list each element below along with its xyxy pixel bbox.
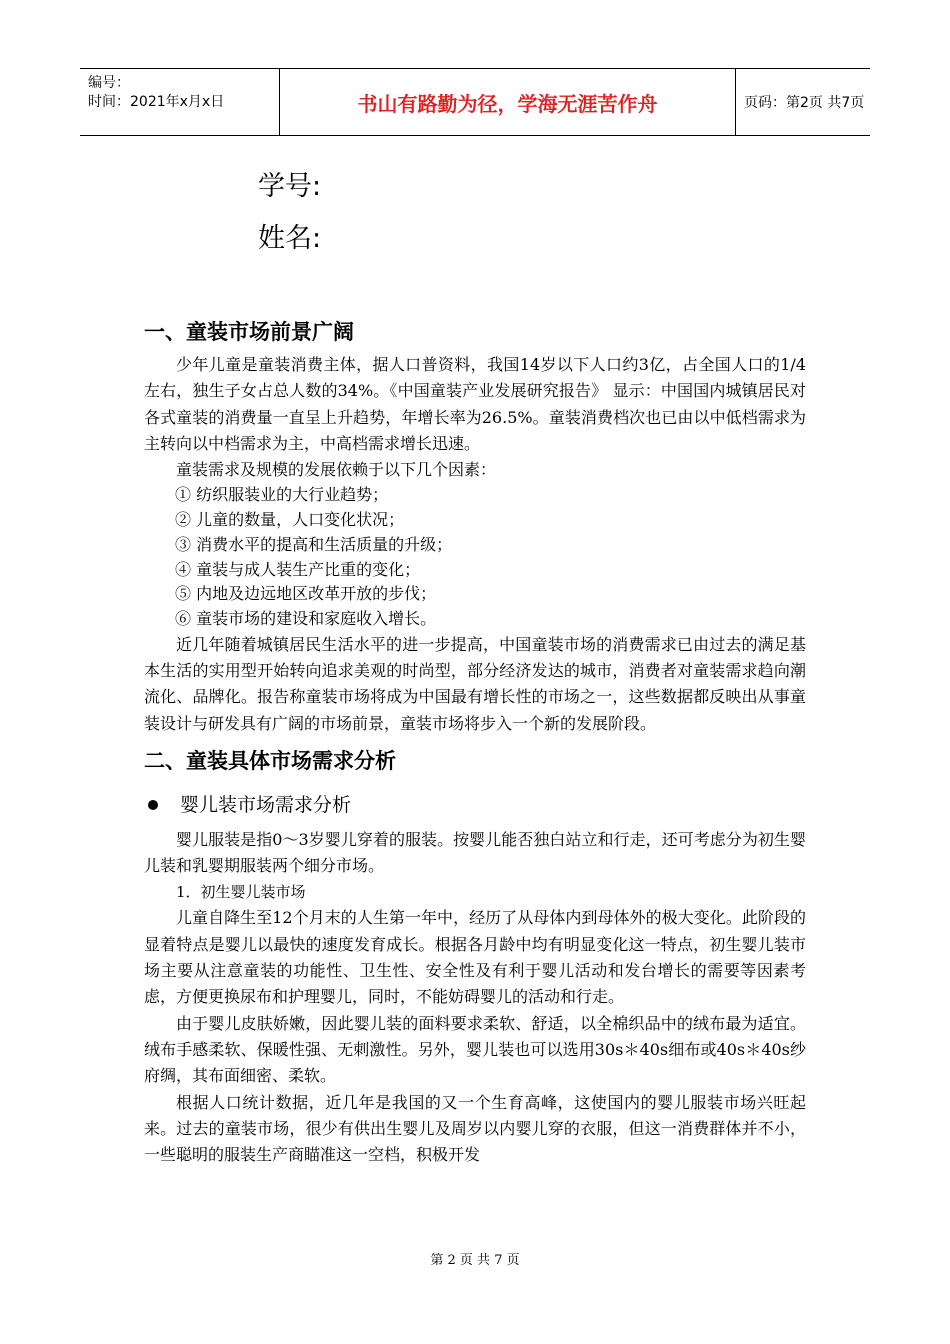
factor-item: ⑤ 内地及边远地区改革开放的步伐；: [175, 584, 437, 604]
section-2-paragraph-4: 根据人口统计数据，近几年是我国的又一个生育高峰，这使国内的婴儿服装市场兴旺起来。过去的童装市场，很少有供出生婴儿及周岁以内婴儿穿的衣服，但这一消费群体并不小，一些聪明的服装生产商瞄准这一空档，积极开发: [144, 1092, 806, 1165]
bullet-heading-text: 婴儿装市场需求分析: [180, 793, 352, 816]
header-page-info: 页码：第2页 共7页: [744, 95, 865, 111]
header-meta: [80, 69, 280, 135]
section-1-paragraph-3: 近几年随着城镇居民生活水平的进一步提高，中国童装市场的消费需求已由过去的满足基本生活的实用型开始转向追求美观的时尚型，部分经济发达的城市，消费者对童装需求趋向潮流化、品牌化。报告称童装市场将成为中国最有增长性的市场之一，这些数据都反映出从事童装设计与研发具有广阔的市场前景，童装市场将步入一个新的发展阶段。: [144, 634, 806, 733]
page-header: [80, 68, 870, 136]
section-2-title: 二、童装具体市场需求分析: [144, 748, 396, 773]
name-label: 姓名:: [258, 223, 322, 254]
section-1-paragraph-2: 童装需求及规模的发展依赖于以下几个因素：: [176, 460, 497, 480]
document-body: [144, 312, 806, 1168]
time-label: 时间：2021年x月x日: [88, 94, 225, 110]
factor-item: ② 儿童的数量，人口变化状况；: [175, 510, 405, 530]
bullet-heading: [144, 785, 806, 825]
header-motto: 书山有路勤为径，学海无涯苦作舟: [280, 69, 736, 135]
factor-item: ⑥ 童装市场的建设和家庭收入增长。: [175, 609, 437, 628]
section-2-paragraph-2: 儿童自降生至12个月末的人生第一年中，经历了从母体内到母体外的极大变化。此阶段的显着特点是婴儿以最快的速度发育成长。根据各月龄中均有明显变化这一特点，初生婴儿装市场主要从注意童装的功能性、卫生性、安全性及有利于婴儿活动和发台增长的需要等因素考虑，方便更换尿布和护理婴儿，同时，不能妨碍婴儿的活动和行走。: [144, 908, 806, 1007]
section-2-paragraph-1: 婴儿服装是指0～3岁婴儿穿着的服装。按婴儿能否独白站立和行走，还可考虑分为初生婴儿装和乳婴期服装两个细分市场。: [144, 829, 806, 876]
number-label: 编号：: [88, 75, 130, 91]
section-1-title: 一、童装市场前景广阔: [144, 320, 354, 344]
page-footer: 第 2 页 共 7 页: [430, 1253, 520, 1268]
student-id-label: 学号:: [258, 171, 322, 202]
subheading: 1．初生婴儿装市场: [176, 883, 306, 902]
bullet-dot-icon: [148, 800, 158, 810]
factor-item: ④ 童装与成人装生产比重的变化；: [175, 559, 421, 579]
factor-item: ① 纺织服装业的大行业趋势；: [175, 485, 389, 505]
section-2-paragraph-3: 由于婴儿皮肤娇嫩，因此婴儿装的面料要求柔软、舒适，以全棉织品中的绒布最为适宜。绒布手感柔软、保暖性强、无刺激性。另外，婴儿装也可以选用30s＊40s细布或40s＊40s纱府绸，其布面细密、柔软。: [144, 1013, 806, 1086]
section-1-paragraph-1: 少年儿童是童装消费主体，据人口普资料，我国14岁以下人口约3亿，占全国人口的1/4左右，独生子女占总人数的34%。《中国童装产业发展研究报告》 显示：中国国内城镇居民对各式童装的消费量一直呈上升趋势，年增长率为26.5%。童装消费档次也已由以中低档需求为主转向以中档需求为主，中高档需求增长迅速。: [144, 355, 806, 453]
factor-item: ③ 消费水平的提高和生活质量的升级；: [175, 534, 453, 554]
